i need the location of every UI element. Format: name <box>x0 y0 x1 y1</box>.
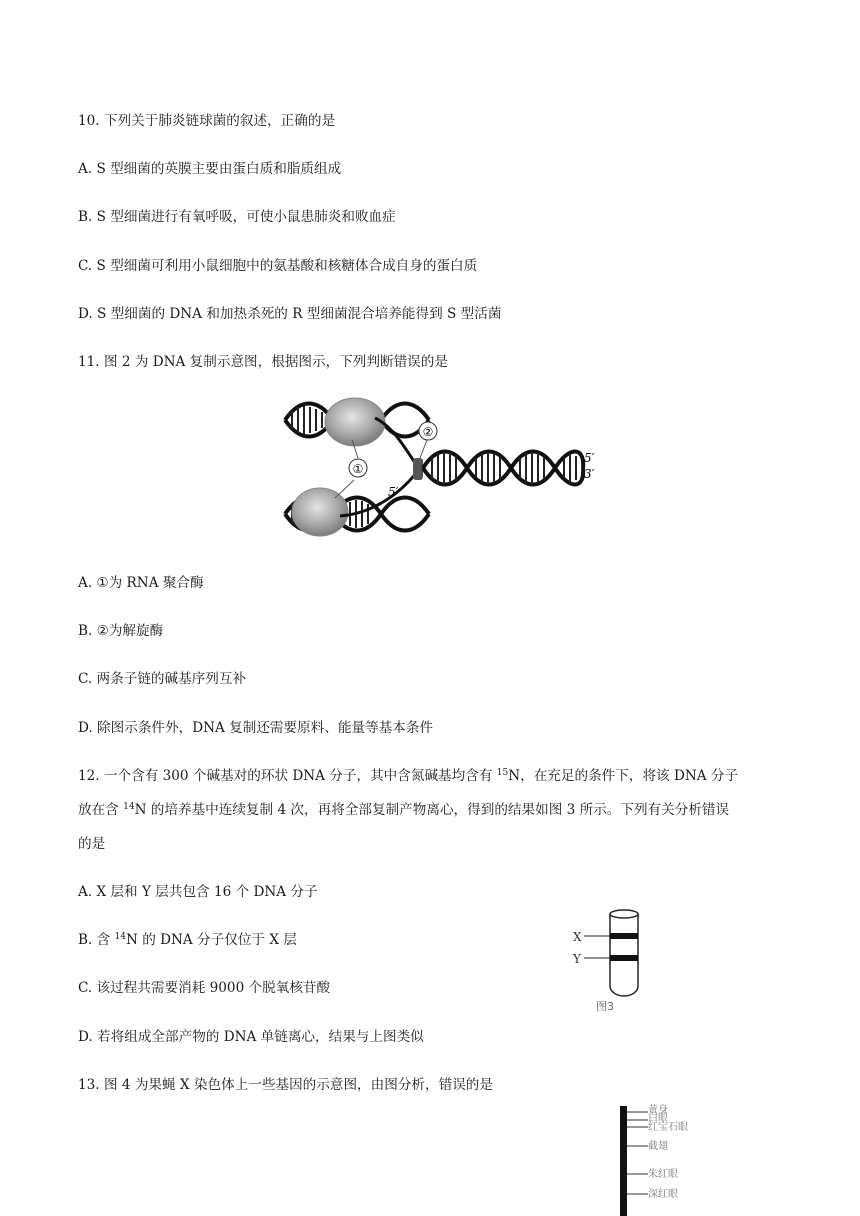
gene-label-5: 朱红眼 <box>648 1169 678 1180</box>
gene-label-2: 白眼 <box>648 1113 668 1124</box>
q10-option-b: B. S 型细菌进行有氧呼吸，可使小鼠患肺炎和败血症 <box>78 209 396 225</box>
label-5prime-top: 5′ <box>584 451 595 465</box>
q12-option-c: C. 该过程共需要消耗 9000 个脱氧核苷酸 <box>78 980 331 996</box>
q12-stem-line3: 的是 <box>78 836 106 852</box>
q12-option-d: D. 若将组成全部产物的 DNA 单链离心，结果与上图类似 <box>78 1029 424 1045</box>
gene-label-3: 红宝石眼 <box>648 1122 688 1133</box>
q11-option-a: A. ①为 RNA 聚合酶 <box>78 575 204 591</box>
upper-enzyme <box>325 398 385 446</box>
lower-enzyme <box>292 488 348 536</box>
circle-2-text: ② <box>422 425 434 439</box>
x-chromosome-figure <box>610 1100 720 1216</box>
band-y <box>610 955 638 961</box>
gene-label-6: 深红眼 <box>648 1189 678 1200</box>
gene-label-1: 黄身 <box>648 1105 668 1116</box>
figure-3-caption: 图3 <box>596 1000 614 1013</box>
gene-label-4: 截翅 <box>648 1141 668 1152</box>
dna-replication-figure <box>280 396 610 546</box>
q13-stem: 13. 图 4 为果蝇 X 染色体上一些基因的示意图，由图分析，错误的是 <box>78 1077 493 1093</box>
label-5prime-lower: 5′ <box>388 485 399 499</box>
q10-stem: 10. 下列关于肺炎链球菌的叙述，正确的是 <box>78 113 336 129</box>
centrifuge-tube-diagram <box>568 906 648 1016</box>
label-y: Y <box>573 952 581 966</box>
q10-option-a: A. S 型细菌的英膜主要由蛋白质和脂质组成 <box>78 161 342 177</box>
label-3prime: 3′ <box>584 467 595 481</box>
q10-option-c: C. S 型细菌可利用小鼠细胞中的氨基酸和核糖体合成自身的蛋白质 <box>78 258 478 274</box>
centrifuge-tube-figure <box>568 906 648 1016</box>
band-x <box>610 933 638 939</box>
x-chromosome-diagram <box>610 1100 720 1216</box>
q12-option-a: A. X 层和 Y 层共包含 16 个 DNA 分子 <box>78 884 318 900</box>
circle-1-text: ① <box>352 462 364 476</box>
q12-stem-line1: 12. 一个含有 300 个碱基对的环状 DNA 分子，其中含氮碱基均含有 $^{15}$N，在充足的条件下，将该 DNA 分子 <box>78 768 739 784</box>
q11-stem: 11. 图 2 为 DNA 复制示意图，根据图示，下列判断错误的是 <box>78 354 448 370</box>
q11-option-d: D. 除图示条件外，DNA 复制还需要原料、能量等基本条件 <box>78 720 434 736</box>
q11-option-c: C. 两条子链的碱基序列互补 <box>78 671 247 687</box>
q12-option-b: B. 含 $^{14}$N 的 DNA 分子仅位于 X 层 <box>78 932 297 948</box>
q11-option-b: B. ②为解旋酶 <box>78 623 164 639</box>
tube-body <box>610 914 638 996</box>
tube-top <box>610 910 638 918</box>
q12-stem-line2: 放在含 $^{14}$N 的培养基中连续复制 4 次，再将全部复制产物离心，得到的结果如图 3 所示。下列有关分析错误 <box>78 802 730 818</box>
chromosome-bar <box>620 1106 627 1216</box>
dna-replication-diagram <box>280 396 610 546</box>
label-x: X <box>573 930 582 944</box>
parental-right-helix <box>423 452 583 485</box>
q10-option-d: D. S 型细菌的 DNA 和加热杀死的 R 型细菌混合培养能得到 S 型活菌 <box>78 306 502 322</box>
